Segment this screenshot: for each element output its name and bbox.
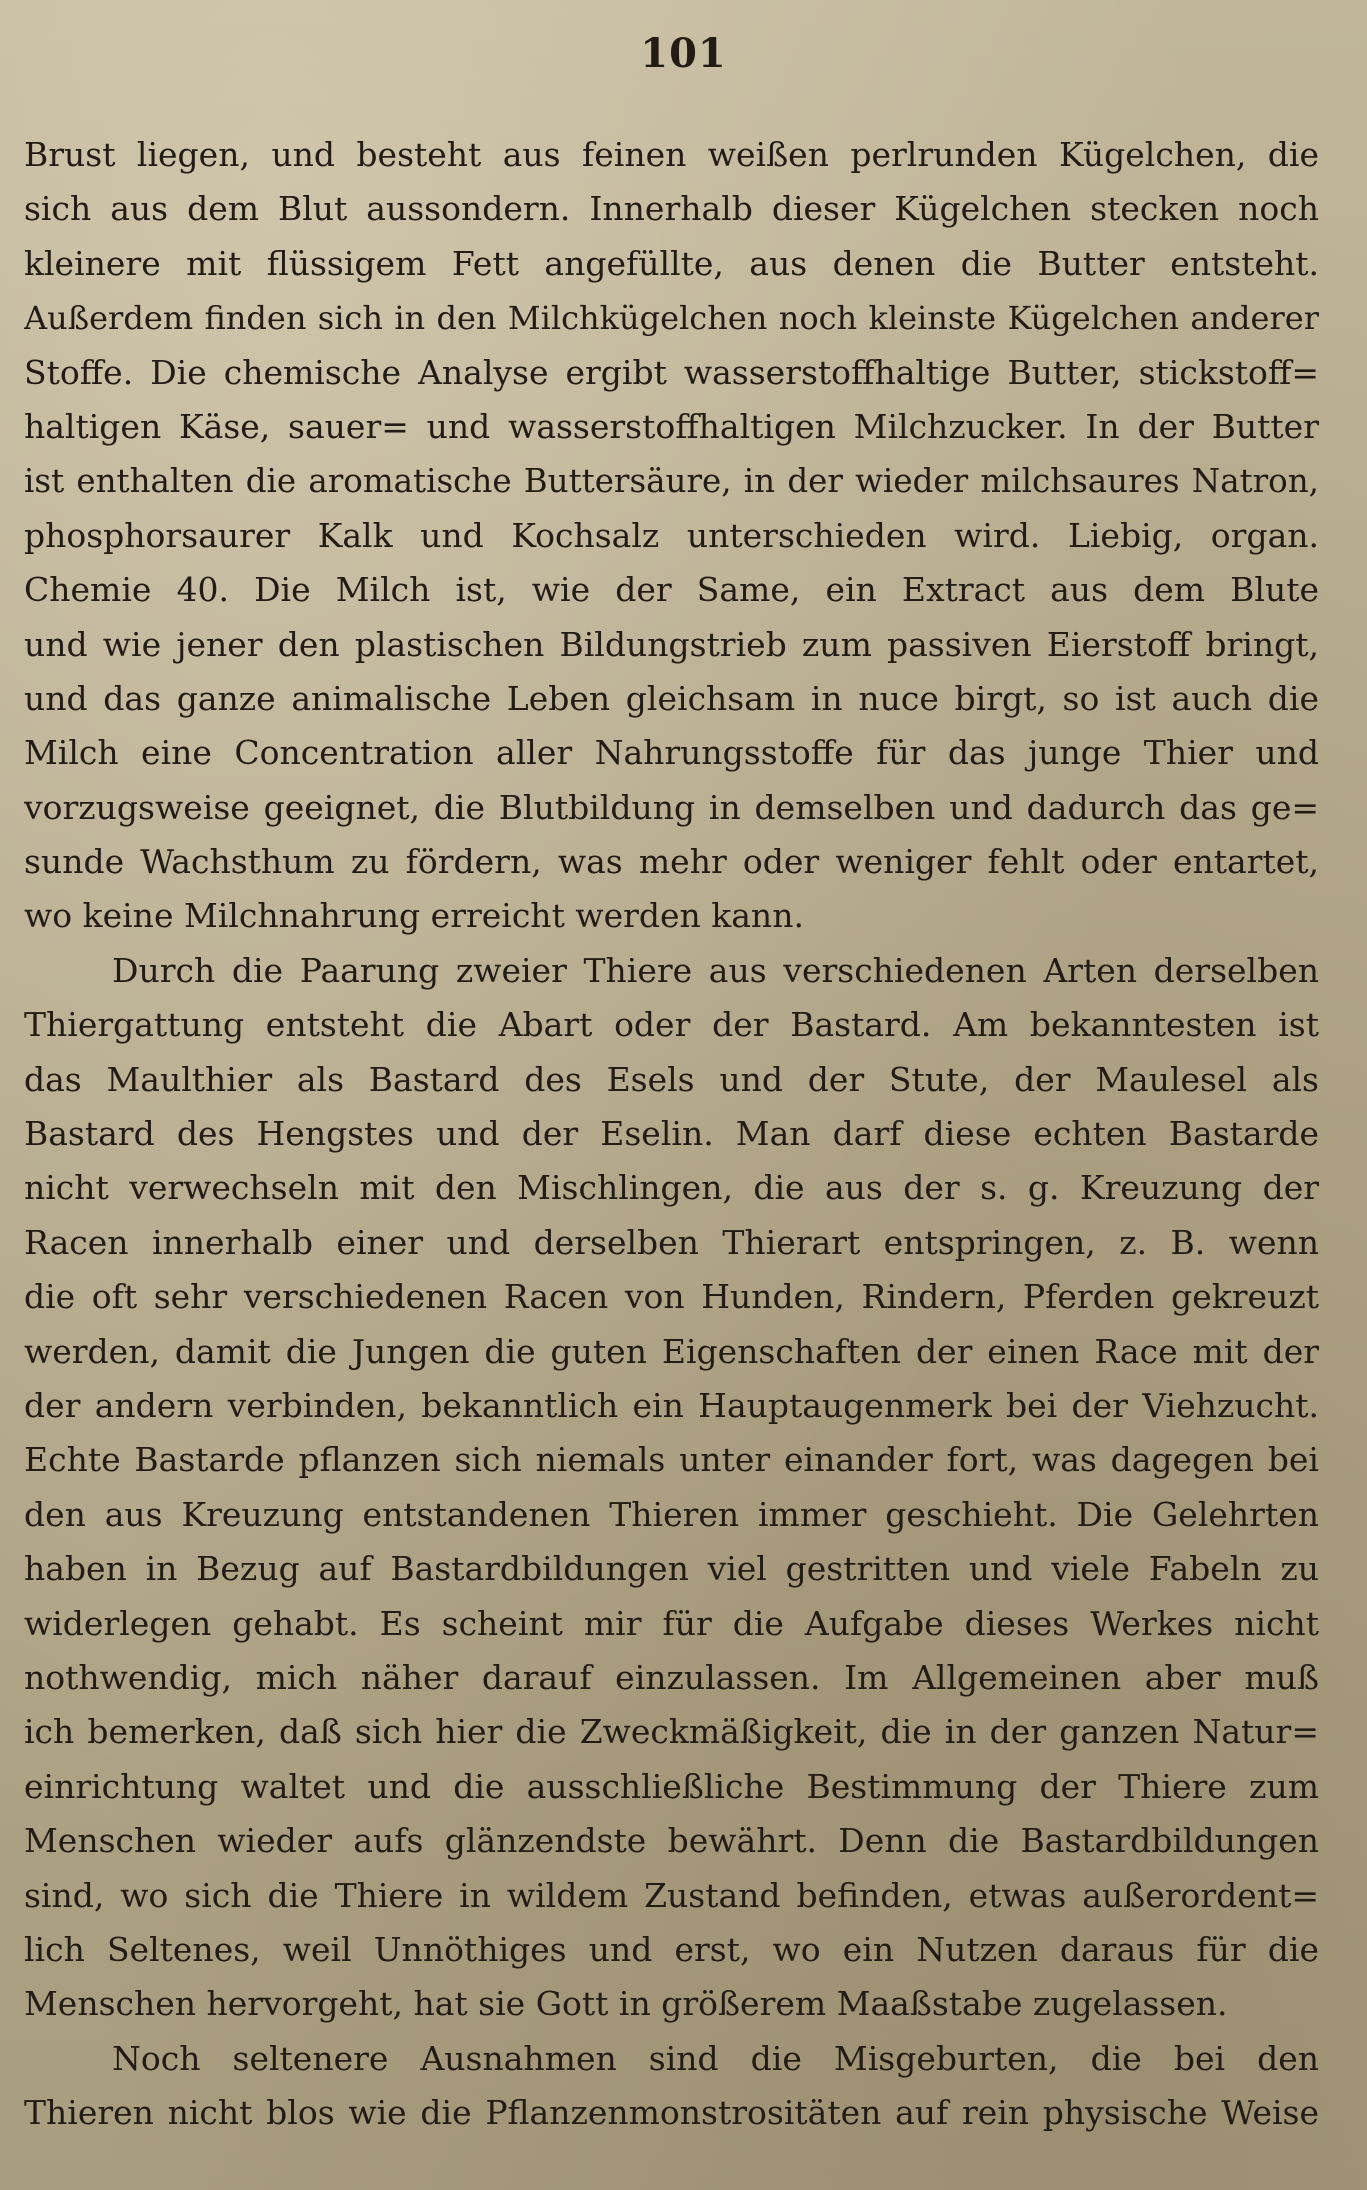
text-line: ich bemerken, daß sich hier die Zweckmäßigkeit, die in der ganzen Natur=: [24, 1712, 1319, 1752]
text-line: Thiergattung entsteht die Abart oder der Bastard. Am bekanntesten ist: [24, 1005, 1319, 1045]
text-line: nothwendig, mich näher darauf einzulassen. Im Allgemeinen aber muß: [24, 1657, 1319, 1697]
text-line: Thieren nicht blos wie die Pflanzenmonstrositäten auf rein physische Weise: [24, 2093, 1319, 2133]
text-line: kleinere mit flüssigem Fett angefüllte, aus denen die Butter entsteht.: [24, 243, 1319, 283]
text-line: sunde Wachsthum zu fördern, was mehr oder weniger fehlt oder entartet,: [24, 842, 1319, 882]
text-line: phosphorsaurer Kalk und Kochsalz unterschieden wird. Liebig, organ.: [24, 515, 1319, 555]
text-line: Menschen wieder aufs glänzendste bewährt. Denn die Bastardbildungen: [24, 1821, 1319, 1861]
text-line: widerlegen gehabt. Es scheint mir für die Aufgabe dieses Werkes nicht: [24, 1603, 1319, 1643]
text-line: Noch seltenere Ausnahmen sind die Misgeburten, die bei den: [112, 2038, 1319, 2078]
text-line: vorzugsweise geeignet, die Blutbildung in demselben und dadurch das ge=: [24, 787, 1319, 827]
text-line: Bastard des Hengstes und der Eselin. Man darf diese echten Bastarde: [24, 1114, 1319, 1154]
text-line: Außerdem finden sich in den Milchkügelchen noch kleinste Kügelchen anderer: [24, 299, 1319, 338]
text-line: und das ganze animalische Leben gleichsam in nuce birgt, so ist auch die: [24, 678, 1319, 718]
text-line: Racen innerhalb einer und derselben Thierart entspringen, z. B. wenn: [24, 1222, 1319, 1262]
text-line: sind, wo sich die Thiere in wildem Zustand befinden, etwas außerordent=: [24, 1875, 1319, 1915]
text-line: lich Seltenes, weil Unnöthiges und erst, wo ein Nutzen daraus für die: [24, 1929, 1319, 1969]
text-line: ist enthalten die aromatische Buttersäure, in der wieder milchsaures Natron,: [24, 462, 1319, 501]
text-line: nicht verwechseln mit den Mischlingen, die aus der s. g. Kreuzung der: [24, 1168, 1319, 1208]
text-line: Stoffe. Die chemische Analyse ergibt wasserstoffhaltige Butter, stickstoff=: [24, 352, 1319, 392]
text-line: Chemie 40. Die Milch ist, wie der Same, ein Extract aus dem Blute: [24, 570, 1319, 610]
text-line: sich aus dem Blut aussondern. Innerhalb dieser Kügelchen stecken noch: [24, 189, 1319, 229]
text-line: haltigen Käse, sauer= und wasserstoffhaltigen Milchzucker. In der Butter: [24, 406, 1319, 446]
text-line: einrichtung waltet und die ausschließliche Bestimmung der Thiere zum: [24, 1766, 1319, 1806]
text-line: Menschen hervorgeht, hat sie Gott in größerem Maaßstabe zugelassen.: [24, 1984, 1228, 2024]
text-line: werden, damit die Jungen die guten Eigenschaften der einen Race mit der: [24, 1331, 1319, 1371]
page-number: 101: [640, 30, 727, 77]
text-line: der andern verbinden, bekanntlich ein Hauptaugenmerk bei der Viehzucht.: [24, 1385, 1319, 1425]
text-line: haben in Bezug auf Bastardbildungen viel gestritten und viele Fabeln zu: [24, 1549, 1319, 1589]
body-text: [24, 128, 1319, 2140]
text-line: das Maulthier als Bastard des Esels und der Stute, der Maulesel als: [24, 1059, 1319, 1099]
text-line: Echte Bastarde pflanzen sich niemals unter einander fort, was dagegen bei: [24, 1440, 1319, 1480]
text-line: den aus Kreuzung entstandenen Thieren immer geschieht. Die Gelehrten: [24, 1494, 1319, 1534]
text-line: Durch die Paarung zweier Thiere aus verschiedenen Arten derselben: [112, 950, 1319, 990]
text-line: und wie jener den plastischen Bildungstrieb zum passiven Eierstoff bringt,: [24, 624, 1319, 664]
text-line: Brust liegen, und besteht aus feinen weißen perlrunden Kügelchen, die: [24, 135, 1319, 174]
text-line: wo keine Milchnahrung erreicht werden kann.: [24, 896, 804, 936]
text-line: Milch eine Concentration aller Nahrungsstoffe für das junge Thier und: [24, 733, 1319, 773]
text-line: die oft sehr verschiedenen Racen von Hunden, Rindern, Pferden gekreuzt: [24, 1277, 1319, 1317]
